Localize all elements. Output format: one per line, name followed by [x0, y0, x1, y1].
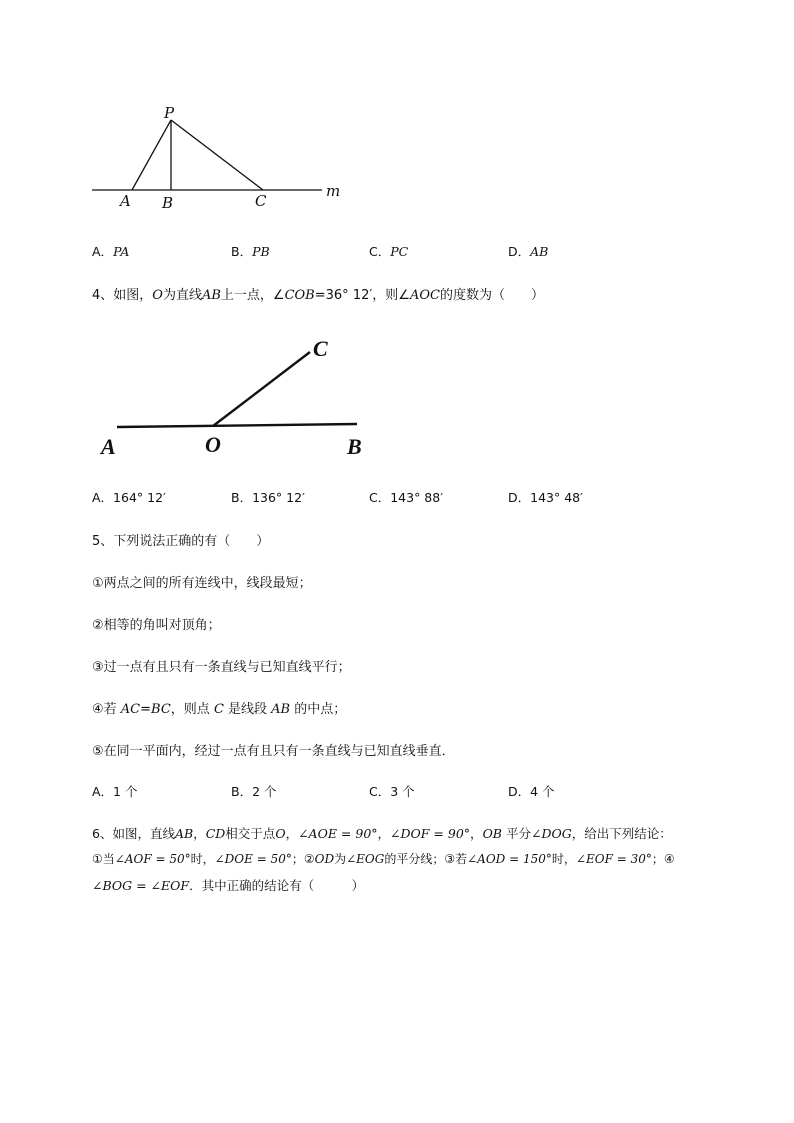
point-o: O	[275, 826, 286, 841]
text: 时，	[190, 852, 215, 866]
q5-option-a[interactable]: A．1 个	[92, 784, 138, 799]
angle-bog-eq-eof: ∠BOG = ∠EOF	[92, 878, 190, 893]
segment-bc: BC	[151, 702, 171, 717]
point-c: C	[213, 702, 224, 717]
line-ab: AB	[174, 826, 194, 841]
label-o: O	[205, 432, 221, 457]
stem-text: 4、如图，	[92, 288, 153, 303]
stem-text: 上一点，∠	[220, 288, 285, 303]
option-value: AB	[530, 244, 549, 259]
option-letter: B．	[231, 244, 253, 259]
label-c: C	[255, 192, 267, 210]
figure-perpendicular-triangle	[80, 100, 350, 215]
q4-stem	[92, 284, 544, 303]
q5-statement-1: ①两点之间的所有连线中，线段最短；	[92, 576, 312, 591]
ray-od: OD	[314, 852, 335, 866]
text: ，则点	[170, 702, 214, 717]
q4-option-c[interactable]: C．143° 88′	[369, 490, 444, 505]
figure-angle-aob	[95, 330, 385, 460]
text: 的中点；	[290, 702, 347, 717]
text: ．其中正确的结论有（ ）	[189, 878, 365, 893]
segment-pc	[171, 120, 263, 190]
q5-statement-2: ②相等的角叫对顶角；	[92, 618, 221, 633]
text: ，	[285, 826, 299, 841]
option-letter: C．	[369, 244, 391, 259]
segment-ab: AB	[271, 702, 291, 717]
q6-stem-line-3	[92, 876, 364, 894]
text: 为	[334, 852, 347, 866]
ray-oc	[213, 352, 310, 426]
text: ，给出下列结论：	[571, 826, 672, 841]
text: ，	[470, 826, 483, 841]
text: ，	[377, 826, 391, 841]
equals: =	[140, 702, 152, 717]
q5-stem: 5、下列说法正确的有（ ）	[92, 534, 270, 549]
label-b: B	[162, 194, 174, 212]
text: 平分	[502, 826, 531, 841]
text: 是线段	[223, 702, 272, 717]
q6-stem-line-2	[92, 850, 675, 867]
segment-ac: AC	[120, 702, 141, 717]
q4-option-b[interactable]: B．136° 12′	[231, 490, 305, 505]
option-value: PC	[390, 244, 409, 259]
point-o: O	[152, 288, 163, 303]
text: ，	[193, 826, 206, 841]
q3-option-d[interactable]	[508, 242, 548, 260]
option-letter: D．	[508, 244, 531, 259]
text: ；④	[651, 852, 675, 866]
angle-dog: ∠DOG	[530, 826, 572, 841]
option-value: PA	[113, 244, 130, 259]
angle-doe: ∠DOE = 50°	[214, 852, 292, 866]
q3-option-a[interactable]	[92, 242, 129, 260]
angle-eog: ∠EOG	[346, 852, 385, 866]
label-a: A	[101, 434, 116, 459]
stem-text: =36° 12′，则∠	[314, 288, 410, 303]
ray-ob: OB	[482, 826, 502, 841]
q4-option-d[interactable]: D．143° 48′	[508, 490, 583, 505]
q5-statement-3: ③过一点有且只有一条直线与已知直线平行；	[92, 660, 351, 675]
label-m: m	[326, 182, 341, 200]
q6-stem-line-1	[92, 824, 672, 842]
angle-aoc: AOC	[409, 288, 440, 303]
option-letter: A．	[92, 244, 114, 259]
angle-aof: ∠AOF = 50°	[114, 852, 191, 866]
angle-aod: ∠AOD = 150°	[467, 852, 552, 866]
text: ④若	[92, 702, 121, 717]
text: ①当	[92, 852, 115, 866]
text: 时，	[551, 852, 576, 866]
stem-text: 为直线	[162, 288, 202, 303]
q5-statement-4	[92, 698, 346, 717]
q4-option-a[interactable]: A．164° 12′	[92, 490, 166, 505]
label-b: B	[347, 434, 362, 459]
angle-cob: COB	[284, 288, 315, 303]
q5-option-c[interactable]: C．3 个	[369, 784, 415, 799]
line-cd: CD	[205, 826, 226, 841]
label-c: C	[313, 336, 328, 361]
q5-statement-5: ⑤在同一平面内，经过一点有且只有一条直线与已知直线垂直．	[92, 744, 455, 759]
q3-option-b[interactable]	[231, 242, 270, 260]
label-p: P	[164, 104, 175, 122]
angle-dof: ∠DOF = 90°	[390, 826, 471, 841]
line-ab: AB	[201, 288, 221, 303]
label-a: A	[120, 192, 131, 210]
line-ab	[117, 424, 357, 427]
q5-option-b[interactable]: B．2 个	[231, 784, 277, 799]
stem-text: 的度数为（ ）	[439, 288, 544, 303]
text: 相交于点	[225, 826, 276, 841]
angle-aoe: ∠AOE = 90°	[298, 826, 378, 841]
text: 的平分线；③若	[384, 852, 468, 866]
text: 6、如图，直线	[92, 826, 175, 841]
text: ；②	[291, 852, 315, 866]
q5-option-d[interactable]: D．4 个	[508, 784, 555, 799]
segment-pa	[132, 120, 171, 190]
q3-option-c[interactable]	[369, 242, 408, 260]
angle-eof: ∠EOF = 30°	[575, 852, 652, 866]
option-value: PB	[252, 244, 270, 259]
